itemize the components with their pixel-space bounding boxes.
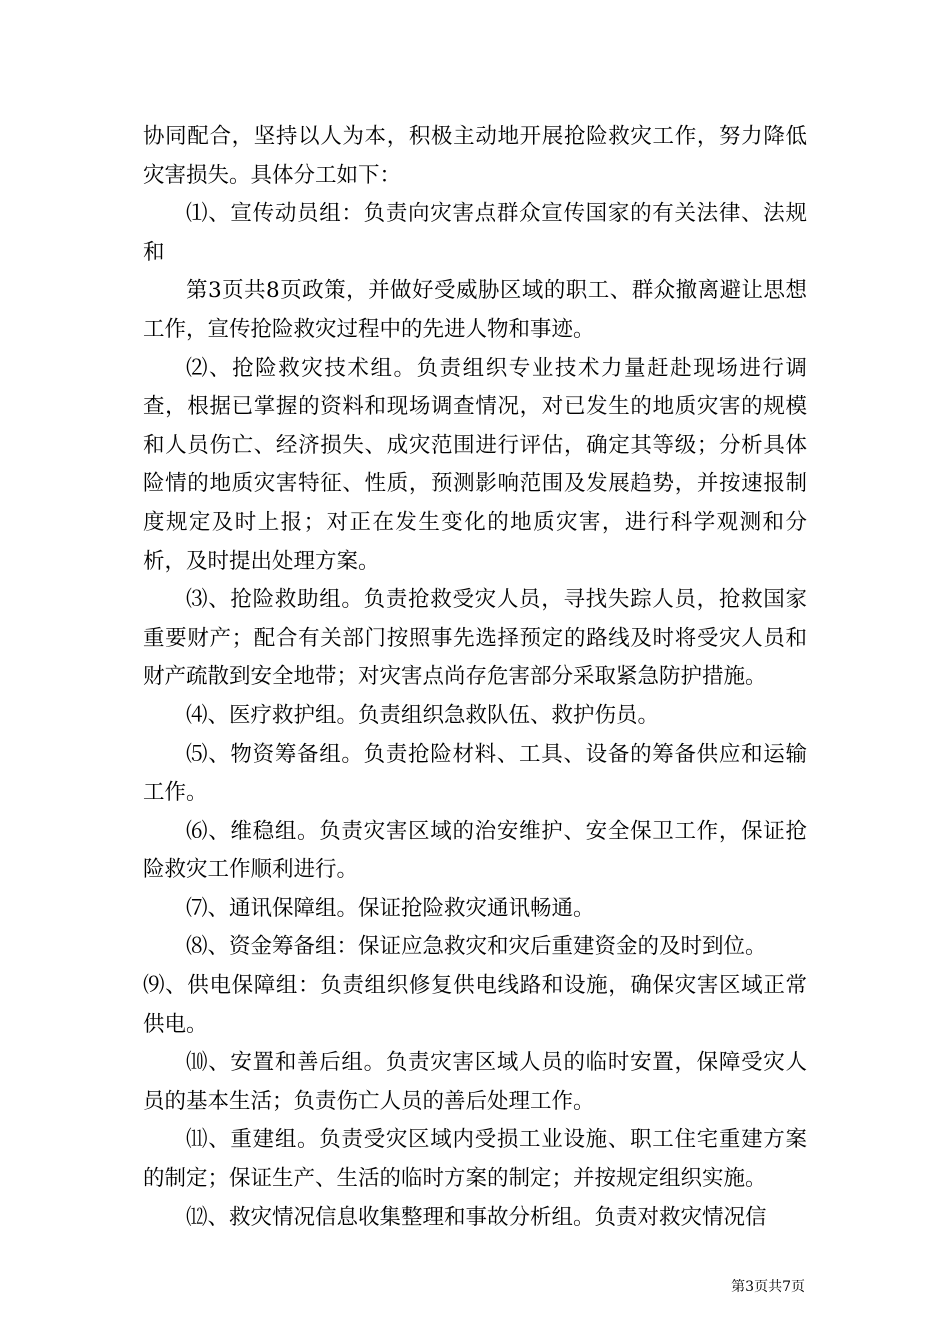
paragraph-item-1-continued: 第3页共8页政策，并做好受威胁区域的职工、群众撤离避让思想工作，宣传抢险救灾过程中的先进人物和事迹。 [143, 278, 807, 342]
page-number-footer: 第3页共7页 [731, 1279, 805, 1295]
paragraph-item-12: ⑿、救灾情况信息收集整理和事故分析组。负责对救灾情况信 [186, 1204, 767, 1230]
paragraph-item-1: ⑴、宣传动员组：负责向灾害点群众宣传国家的有关法律、法规和 [143, 201, 807, 265]
paragraph-item-2: ⑵、抢险救灾技术组。负责组织专业技术力量赶赴现场进行调查，根据已掌握的资料和现场调查情况，对已发生的地质灾害的规模和人员伤亡、经济损失、成灾范围进行评估，确定其等级；分析具体险情的地质灾害特征、性质，预测影响范围及发展趋势，并按速报制度规定及时上报；对正在发生变化的地质灾害，进行科学观测和分析，及时提出处理方案。 [143, 355, 807, 574]
paragraph-item-11: ⑾、重建组。负责受灾区域内受损工业设施、职工住宅重建方案的制定；保证生产、生活的临时方案的制定；并按规定组织实施。 [143, 1127, 807, 1192]
paragraph-intro: 协同配合，坚持以人为本，积极主动地开展抢险救灾工作，努力降低灾害损失。具体分工如下： [143, 124, 807, 188]
paragraph-item-8: ⑻、资金筹备组：保证应急救灾和灾后重建资金的及时到位。 [186, 934, 767, 960]
paragraph-item-3: ⑶、抢险救助组。负责抢救受灾人员，寻找失踪人员，抢救国家重要财产；配合有关部门按照事先选择预定的路线及时将受灾人员和财产疏散到安全地带；对灾害点尚存危害部分采取紧急防护措施。 [143, 587, 807, 690]
paragraph-item-7: ⑺、通讯保障组。保证抢险救灾通讯畅通。 [186, 895, 595, 921]
paragraph-item-4: ⑷、医疗救护组。负责组织急救队伍、救护伤员。 [186, 702, 660, 728]
paragraph-item-10: ⑽、安置和善后组。负责灾害区域人员的临时安置，保障受灾人员的基本生活；负责伤亡人员的善后处理工作。 [143, 1050, 807, 1114]
paragraph-item-5: ⑸、物资筹备组。负责抢险材料、工具、设备的筹备供应和运输工作。 [143, 741, 807, 806]
document-body [143, 118, 807, 1237]
paragraph-item-9: ⑼、供电保障组：负责组织修复供电线路和设施，确保灾害区域正常供电。 [143, 973, 807, 1037]
paragraph-item-6: ⑹、维稳组。负责灾害区域的治安维护、安全保卫工作，保证抢险救灾工作顺利进行。 [143, 818, 807, 883]
